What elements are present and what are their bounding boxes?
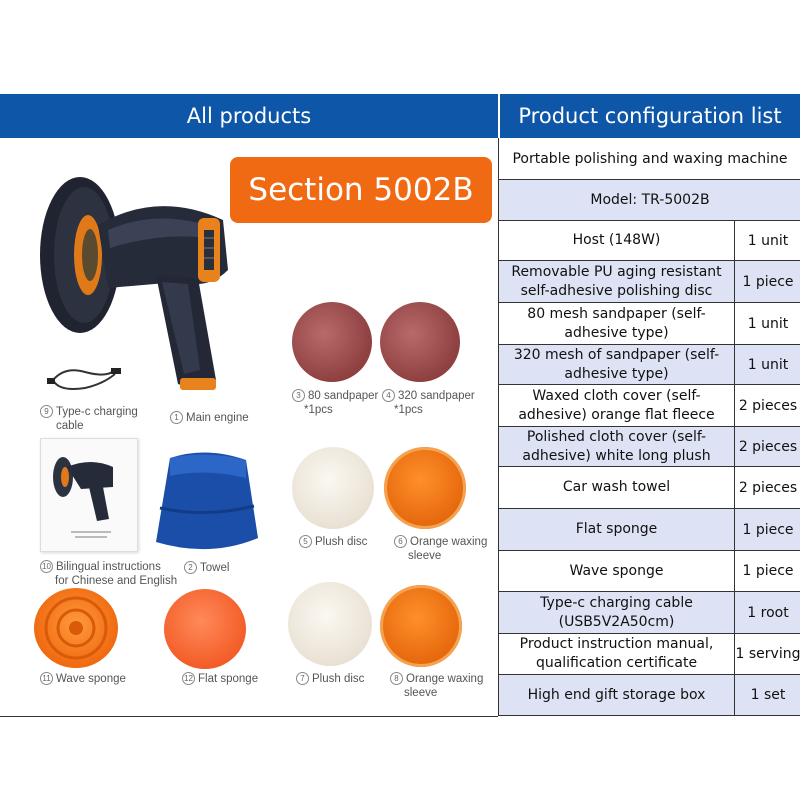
config-item-name: Product instruction manual, qualification certificate — [499, 634, 735, 674]
config-item-qty: 1 unit — [747, 232, 789, 249]
instructions-booklet-image — [40, 438, 138, 552]
orange-sleeve-label: 6 Orange waxing sleeve — [394, 535, 487, 563]
config-item-name: Polished cloth cover (self-adhesive) white long plush — [499, 427, 735, 466]
charging-cable-label: 9 Type-c charging cable — [40, 405, 138, 433]
sandpaper-80-disc — [292, 302, 372, 382]
orange-sleeve-2-label: 8 Orange waxing sleeve — [390, 672, 483, 700]
all-products-title: All products — [186, 104, 312, 128]
config-item-name: High end gift storage box — [499, 675, 735, 715]
sandpaper-80-label: 3 80 sandpaper *1pcs — [292, 389, 378, 417]
wave-sponge-label: 11 Wave sponge — [40, 672, 126, 686]
towel-label: 2 Towel — [184, 561, 229, 575]
config-row — [499, 221, 800, 261]
config-item-qty: 1 unit — [747, 315, 789, 332]
config-item-name: 80 mesh sandpaper (self-adhesive type) — [499, 303, 735, 344]
plush-disc-2-image — [288, 582, 372, 666]
main-engine-label: 1 Main engine — [170, 411, 249, 425]
orange-sleeve-image — [384, 447, 466, 529]
plush-disc-2-label: 7 Plush disc — [296, 672, 364, 686]
config-item-name: Type-c charging cable (USB5V2A50cm) — [499, 592, 735, 633]
config-item-name: Waxed cloth cover (self-adhesive) orange flat fleece — [499, 385, 735, 426]
config-row — [499, 345, 800, 385]
sandpaper-320-disc — [380, 302, 460, 382]
config-table — [498, 138, 800, 716]
config-row — [499, 592, 800, 634]
config-model-row — [499, 180, 800, 221]
config-item-qty: 1 piece — [742, 273, 794, 290]
charging-cable-image — [45, 362, 125, 398]
config-row — [499, 467, 800, 509]
towel-image — [150, 448, 262, 556]
config-item-qty: 1 serving — [735, 646, 800, 662]
config-item-name: Flat sponge — [499, 509, 735, 550]
orange-sleeve-2-image — [380, 585, 462, 667]
config-row — [499, 427, 800, 467]
config-list-title: Product configuration list — [518, 104, 782, 128]
plush-disc-image — [292, 447, 374, 529]
config-row — [499, 261, 800, 303]
section-badge: Section 5002B — [230, 157, 492, 223]
config-row — [499, 634, 800, 675]
flat-sponge-label: 12 Flat sponge — [182, 672, 258, 686]
config-title-row — [499, 138, 800, 180]
config-item-qty: 1 piece — [742, 563, 794, 579]
flat-sponge-image — [164, 589, 246, 669]
sandpaper-320-label: 4 320 sandpaper *1pcs — [382, 389, 475, 417]
config-row — [499, 385, 800, 427]
config-item-qty: 1 root — [747, 604, 789, 621]
config-item-qty: 2 pieces — [738, 479, 798, 496]
config-item-qty: 1 unit — [747, 356, 789, 373]
config-item-name: Wave sponge — [499, 551, 735, 591]
config-item-qty: 1 piece — [742, 521, 794, 538]
config-row — [499, 551, 800, 592]
config-item-qty: 1 set — [750, 687, 786, 703]
config-row — [499, 509, 800, 551]
instructions-label: 10 Bilingual instructions for Chinese and English — [40, 560, 177, 588]
config-item-qty: 2 pieces — [738, 397, 798, 414]
wave-sponge-image — [34, 588, 118, 668]
config-model: Model: TR-5002B — [590, 192, 710, 208]
config-title: Portable polishing and waxing machine — [512, 150, 788, 167]
config-row — [499, 675, 800, 716]
config-item-name: Car wash towel — [499, 467, 735, 508]
plush-disc-label: 5 Plush disc — [299, 535, 367, 549]
config-row — [499, 303, 800, 345]
config-item-name: 320 mesh of sandpaper (self-adhesive type) — [499, 345, 735, 384]
config-item-name: Removable PU aging resistant self-adhesive polishing disc — [499, 261, 735, 302]
config-item-name: Host (148W) — [499, 221, 735, 260]
config-item-qty: 2 pieces — [738, 438, 798, 455]
